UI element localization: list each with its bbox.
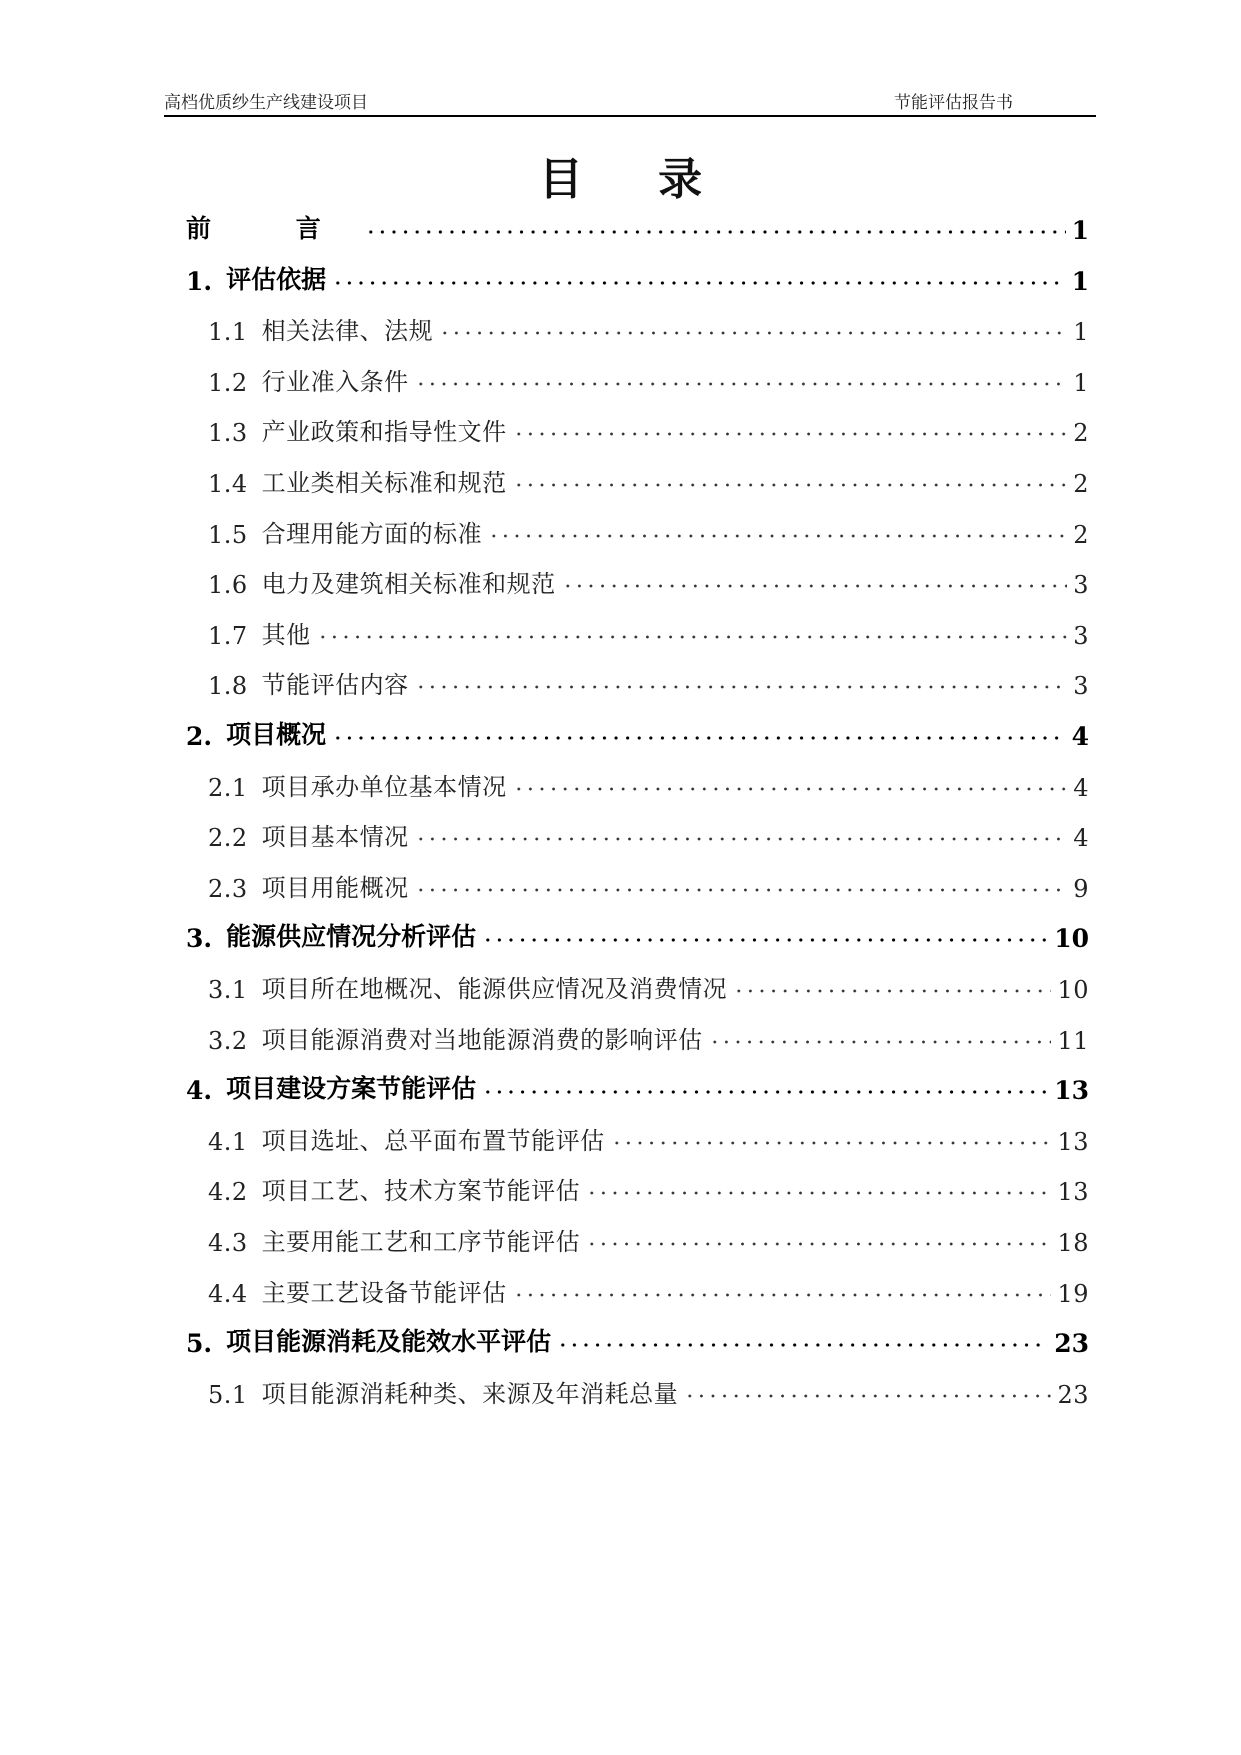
header-document-type: 节能评估报告书 <box>894 93 1013 113</box>
toc-entry[interactable] <box>186 913 1089 953</box>
toc-entry-page-number: 3 <box>1073 672 1089 701</box>
toc-entry-page-number: 13 <box>1057 1178 1089 1207</box>
toc-dot-leader <box>415 380 1068 388</box>
toc-dot-leader <box>562 582 1068 590</box>
toc-entry-page-number: 13 <box>1054 1076 1089 1106</box>
toc-entry-page-number: 10 <box>1054 924 1089 954</box>
toc-entry-label: 前 言 <box>186 214 359 243</box>
toc-dot-leader <box>733 987 1051 995</box>
toc-entry-number: 1. <box>186 266 213 296</box>
toc-entry-number: 2.3 <box>208 874 248 903</box>
toc-dot-leader <box>557 1341 1048 1349</box>
toc-dot-leader <box>439 329 1067 337</box>
toc-entry-page-number: 19 <box>1057 1279 1089 1308</box>
toc-entry[interactable] <box>208 1166 1089 1206</box>
toc-dot-leader <box>709 1038 1052 1046</box>
toc-entry-page-number: 11 <box>1057 1026 1089 1055</box>
toc-entry[interactable] <box>208 1116 1089 1156</box>
toc-entry-label: 项目能源消耗种类、来源及年消耗总量 <box>261 1379 679 1408</box>
toc-entry[interactable] <box>186 711 1089 751</box>
toc-entry-label: 项目基本情况 <box>261 823 409 852</box>
toc-entry-label: 行业准入条件 <box>261 367 409 396</box>
toc-entry-label: 评估依据 <box>226 264 327 294</box>
toc-entry-label: 项目能源消费对当地能源消费的影响评估 <box>261 1025 703 1054</box>
toc-entry-label: 项目建设方案节能评估 <box>226 1074 477 1104</box>
toc-entry-number: 1.6 <box>208 571 248 600</box>
toc-dot-leader <box>586 1240 1051 1248</box>
toc-dot-leader <box>415 683 1068 691</box>
toc-entry[interactable] <box>186 205 1089 245</box>
toc-dot-leader <box>513 785 1068 793</box>
toc-entry[interactable] <box>208 1369 1089 1409</box>
toc-entry-number: 3.2 <box>208 1026 248 1055</box>
toc-entry-label: 产业政策和指导性文件 <box>261 418 507 447</box>
toc-entry-label: 项目承办单位基本情况 <box>261 772 507 801</box>
toc-entry[interactable] <box>208 306 1089 346</box>
toc-dot-leader <box>365 228 1066 236</box>
toc-entry-label: 主要工艺设备节能评估 <box>261 1278 507 1307</box>
toc-entry-page-number: 9 <box>1073 874 1089 903</box>
toc-entry-number: 3. <box>186 924 213 954</box>
toc-dot-leader <box>415 886 1068 894</box>
toc-entry-page-number: 2 <box>1073 419 1089 448</box>
toc-entry[interactable] <box>208 762 1089 802</box>
toc-dot-leader <box>317 633 1068 641</box>
toc-entry-number: 1.1 <box>208 318 248 347</box>
toc-entry[interactable] <box>208 407 1089 447</box>
toc-entry[interactable] <box>208 964 1089 1004</box>
toc-entry-number: 2.1 <box>208 773 248 802</box>
toc-entry-page-number: 3 <box>1073 621 1089 650</box>
toc-entry-number: 1.2 <box>208 368 248 397</box>
toc-entry[interactable] <box>208 610 1089 650</box>
toc-entry-number: 4.2 <box>208 1178 248 1207</box>
toc-entry-page-number: 4 <box>1073 824 1089 853</box>
toc-entry[interactable] <box>186 1065 1089 1105</box>
toc-entry[interactable] <box>208 458 1089 498</box>
toc-entry[interactable] <box>186 1318 1089 1358</box>
toc-entry-number: 1.4 <box>208 470 248 498</box>
toc-entry-page-number: 1 <box>1073 318 1089 347</box>
toc-dot-leader <box>482 936 1048 944</box>
toc-entry-label: 能源供应情况分析评估 <box>226 922 477 952</box>
toc-entry-page-number: 4 <box>1071 722 1089 751</box>
toc-dot-leader <box>513 430 1068 438</box>
toc-entry-label: 电力及建筑相关标准和规范 <box>261 570 556 599</box>
toc-entry-label: 其他 <box>261 620 311 649</box>
toc-entry[interactable] <box>208 812 1089 852</box>
toc-entry-page-number: 1 <box>1071 216 1089 245</box>
toc-entry-label: 项目能源消耗及能效水平评估 <box>226 1327 552 1357</box>
toc-entry-label: 主要用能工艺和工序节能评估 <box>261 1228 581 1256</box>
toc-entry-number: 5.1 <box>208 1380 248 1409</box>
toc-entry-number: 1.5 <box>208 520 248 549</box>
toc-dot-leader <box>415 835 1068 843</box>
toc-entry-page-number: 23 <box>1054 1329 1089 1359</box>
toc-entry-page-number: 2 <box>1073 470 1089 498</box>
toc-dot-leader <box>332 734 1065 742</box>
toc-entry[interactable] <box>208 559 1089 599</box>
toc-entry-page-number: 2 <box>1073 520 1089 549</box>
toc-entry-number: 4.4 <box>208 1279 248 1308</box>
toc-entry-label: 项目概况 <box>226 720 327 749</box>
toc-entry[interactable] <box>186 256 1089 296</box>
toc-entry[interactable] <box>208 1217 1089 1257</box>
toc-entry-label: 工业类相关标准和规范 <box>261 469 507 497</box>
toc-entry-number: 4.3 <box>208 1229 248 1257</box>
toc-entry-page-number: 18 <box>1057 1229 1089 1257</box>
toc-entry-page-number: 23 <box>1057 1380 1089 1409</box>
toc-entry-page-number: 1 <box>1073 368 1089 397</box>
toc-entry[interactable] <box>208 1015 1089 1055</box>
toc-entry[interactable] <box>208 660 1089 700</box>
toc-entry[interactable] <box>208 1268 1089 1308</box>
toc-dot-leader <box>513 1291 1052 1299</box>
header-divider <box>164 115 1096 117</box>
page-title: 目 录 <box>538 154 733 205</box>
toc-entry[interactable] <box>208 509 1089 549</box>
toc-dot-leader <box>684 1392 1051 1400</box>
toc-entry[interactable] <box>208 357 1089 397</box>
toc-entry-number: 4. <box>186 1076 213 1106</box>
toc-dot-leader <box>586 1189 1051 1197</box>
toc-entry-number: 1.3 <box>208 419 248 448</box>
toc-dot-leader <box>332 279 1065 287</box>
toc-entry-label: 节能评估内容 <box>261 671 409 700</box>
toc-entry-label: 项目所在地概况、能源供应情况及消费情况 <box>261 975 728 1003</box>
toc-dot-leader <box>488 532 1067 540</box>
toc-entry-number: 1.8 <box>208 672 248 701</box>
page-header <box>164 88 1096 112</box>
toc-entry-label: 相关法律、法规 <box>261 317 434 346</box>
toc-entry-number: 4.1 <box>208 1127 248 1156</box>
toc-entry-page-number: 10 <box>1057 976 1089 1004</box>
toc-entry-page-number: 13 <box>1057 1127 1089 1156</box>
toc-entry-number: 1.7 <box>208 621 248 650</box>
toc-entry-label: 合理用能方面的标准 <box>261 519 483 548</box>
toc-dot-leader <box>482 1088 1048 1096</box>
toc-entry-label: 项目工艺、技术方案节能评估 <box>261 1177 581 1206</box>
toc-dot-leader <box>513 481 1068 489</box>
toc-entry-label: 项目选址、总平面布置节能评估 <box>261 1126 605 1155</box>
toc-dot-leader <box>611 1139 1052 1147</box>
toc-entry-number: 2.2 <box>208 824 248 853</box>
toc-entry-number: 3.1 <box>208 976 248 1004</box>
header-project-name: 高档优质纱生产线建设项目 <box>164 93 368 113</box>
toc-entry-page-number: 1 <box>1071 266 1089 296</box>
toc-entry-page-number: 4 <box>1073 773 1089 802</box>
toc-entry-label: 项目用能概况 <box>261 873 409 902</box>
toc-entry-number: 2. <box>186 722 213 751</box>
toc-entry-page-number: 3 <box>1073 571 1089 600</box>
toc-entry[interactable] <box>208 863 1089 903</box>
toc-entry-number: 5. <box>186 1329 213 1359</box>
